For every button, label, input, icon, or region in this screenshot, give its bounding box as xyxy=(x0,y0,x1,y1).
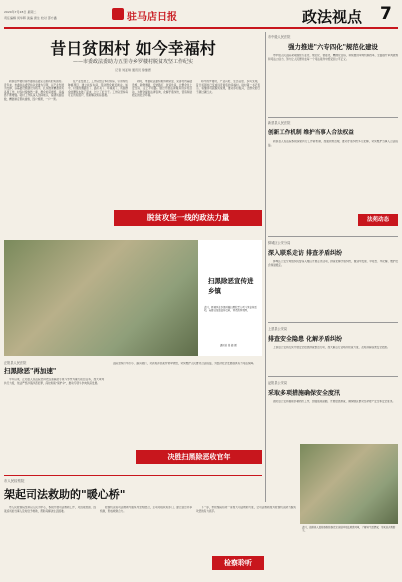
lead-col-4: 如今的罗楼村，产业兴旺、生态宜居、乡风文明，昔日贫困村已变成远近闻名的幸福村。驻村第一书记表示，将继续巩固脱贫成果，推动乡村振兴，让群众的日子越过越红火。 xyxy=(196,80,260,94)
bottom-story-body-1: 市人民检察院坚持以人民为中心，积极开展司法救助工作，对因案致困、因案返贫的当事人及时给予救助，帮助其解决生活困难。 xyxy=(4,506,96,513)
lead-story xyxy=(4,32,262,236)
bottom-story-body-3: 下一步，市检察院将进一步加大司法救助力度，让司法救助成为检察机关助力脱贫攻坚的有力抓手。 xyxy=(196,506,296,513)
right-story-2-kicker: 新蔡县人民法院 xyxy=(268,121,291,125)
bottom-story-badge: 检察聆听 xyxy=(212,556,264,570)
right-story-1-kicker: 市中级人民法院 xyxy=(268,35,291,39)
bottom-story xyxy=(4,478,300,578)
lead-banner: 脱贫攻坚一线的政法力量 xyxy=(114,210,262,226)
right-story-4-kicker: 上蔡县公安局 xyxy=(268,327,288,331)
mid-photo xyxy=(4,240,198,356)
right-story-4 xyxy=(268,326,398,374)
right-rule-2 xyxy=(268,236,398,237)
page-number: 7 xyxy=(380,4,392,24)
right-story-4-body: 上蔡县公安局扎实开展安全隐患排查整治行动，加大重点行业场所检查力度，及时消除各类安全隐患。 xyxy=(273,346,390,349)
paper-logo xyxy=(112,8,124,20)
left-story-kicker: 正阳县人民法院 xyxy=(4,361,27,365)
left-story-body: 今年以来，正阳县人民法院坚持把扫黑除恶专项斗争作为重大政治任务，加大审判执行力度，依法严惩涉黑涉恶犯罪，深挖彻查"保护伞"，推动专项斗争向纵深发展。 xyxy=(4,378,104,385)
right-photo xyxy=(300,444,398,524)
lead-col-3: 同时，市委政法委积极协调资金，完善村内基础设施，新修道路、安装路灯、改造危房，让群众住上安全房、走上平坦路。通过开展法律服务进乡村活动，为群众提供法律咨询，化解矛盾纠纷，营造和谐稳定的社会环境。 xyxy=(132,80,192,98)
right-story-2-title: 创新工作机制 维护当事人合法权益 xyxy=(268,130,354,136)
column-divider xyxy=(265,32,266,502)
bottom-story-kicker: 市人民检察院 xyxy=(4,479,25,483)
right-story-2-body: 新蔡县人民法院积极探索执行工作新机制，加强诉源治理，推动矛盾纠纷多元化解，切实维护当事人合法权益。 xyxy=(268,140,398,147)
left-story xyxy=(4,360,104,472)
bottom-rule xyxy=(4,475,262,476)
right-story-5-kicker: 泌阳县公安局 xyxy=(268,381,288,385)
bottom-story-title: 架起司法救助的"暖心桥" xyxy=(4,488,126,501)
bottom-story-body-2: 检察机关将司法救助与脱贫攻坚相结合，主动对接扶贫部门，建立信息共享机制，形成救助合力。 xyxy=(100,506,192,513)
right-story-5-title: 采取多项措施确保安全度汛 xyxy=(268,390,341,397)
mid-photo-caption: 近日，驿城区在乡镇开展扫黑除恶专项斗争宣传活动，向群众发放宣传资料，营造浓厚氛围。 xyxy=(204,306,257,313)
right-story-3-kicker: 驿城区公安分局 xyxy=(268,241,291,245)
right-rule-3 xyxy=(268,322,398,323)
masthead-rule xyxy=(4,27,398,29)
right-story-3-title: 深入联系走访 排查矛盾纠纷 xyxy=(268,250,343,257)
section-title: 政法视点 xyxy=(302,8,363,26)
left-story-title: 扫黑除恶"再加速" xyxy=(4,367,57,375)
date-line: 2020年7月28日 星期二 xyxy=(4,10,37,14)
right-rule-4 xyxy=(268,376,398,377)
right-rule-1 xyxy=(268,117,398,118)
right-story-2-badge: 法苑动态 xyxy=(358,214,398,226)
right-story-5-body: 泌阳县公安局提前部署防汛工作，加强值班备勤，开展隐患排查，确保辖区群众生命财产安全和安全度汛。 xyxy=(273,400,395,403)
lead-byline: 记者 刘亚琪 通讯员 徐继德 xyxy=(115,68,151,72)
right-story-5 xyxy=(268,380,398,440)
banner-2: 决胜扫黑除恶收官年 xyxy=(136,450,262,464)
paper-name: 驻马店日报 xyxy=(127,12,177,23)
mid-photo-title-box xyxy=(198,240,262,356)
right-mid-story-body: 法院坚持打早打小、露头就打，对涉黑涉恶案件快审快结，切实维护人民群众合法权益，为经济社会发展提供有力司法保障。 xyxy=(113,362,256,365)
bottom-photo-caption: 近日，泌阳县人民检察院检察官走访慰问司法救助对象，了解其生活情况，为其送去救助金。 xyxy=(302,526,396,533)
right-story-3-body: 驿城区公安分局组织民警深入辖区开展走访活动，排查化解矛盾纠纷，做到早发现、早报告、早化解，维护社会和谐稳定。 xyxy=(268,260,398,267)
lead-title: 昔日贫困村 如今幸福村 xyxy=(50,39,216,58)
right-story-1-title: 强力推进"六专四化"规范化建设 xyxy=(288,43,378,51)
editor-line: 责任编辑 何华晖 美编 唐生 校对 邵方鑫 xyxy=(4,16,57,20)
lead-col-1: 新蔡县罗楼村是市委政法委定点帮扶的贫困村。近年来，市委政法委坚持以党建为引领，以产业发展为支撑，以基础设施建设为抓手，扎实推进精准扶贫各项工作，村容村貌焕然一新，群众的获得感、幸福感不断增强。驻村工作队深入田间地头，摸清贫困底数，精准制定帮扶措施，因户施策，一户一策。 xyxy=(4,80,64,101)
right-story-1 xyxy=(268,34,398,114)
right-story-4-title: 排查安全隐患 化解矛盾纠纷 xyxy=(268,336,343,343)
mid-photo-title: 扫黑除恶宣传进乡镇 xyxy=(208,277,254,295)
masthead xyxy=(4,4,398,28)
mid-photo-credit: 通讯员 张 峰 摄 xyxy=(220,344,237,347)
lead-col-2: 在产业发展上，工作队结合本村实际，引进特色种植项目，建立扶贫车间，带动群众就近就业。如今，村里的道路宽了、路灯亮了、环境美了，贫困群众的腰包也鼓了起来，过上了好日子。工作队坚持每月走访贫困户，帮助解决实际困难。 xyxy=(68,80,128,98)
right-story-3 xyxy=(268,240,398,320)
right-story-2 xyxy=(268,120,398,232)
right-story-1-body: 市中级人民法院紧紧围绕专业化、规范化、智能化、精细化目标，持续推进审判机制改革，全面提升审判质效和司法公信力，努力让人民群众在每一个司法案件中感受到公平正义。 xyxy=(268,54,398,61)
lead-subtitle: ——市委政法委助力五里寺乡罗楼村脱贫攻坚工作纪实 xyxy=(72,59,193,65)
